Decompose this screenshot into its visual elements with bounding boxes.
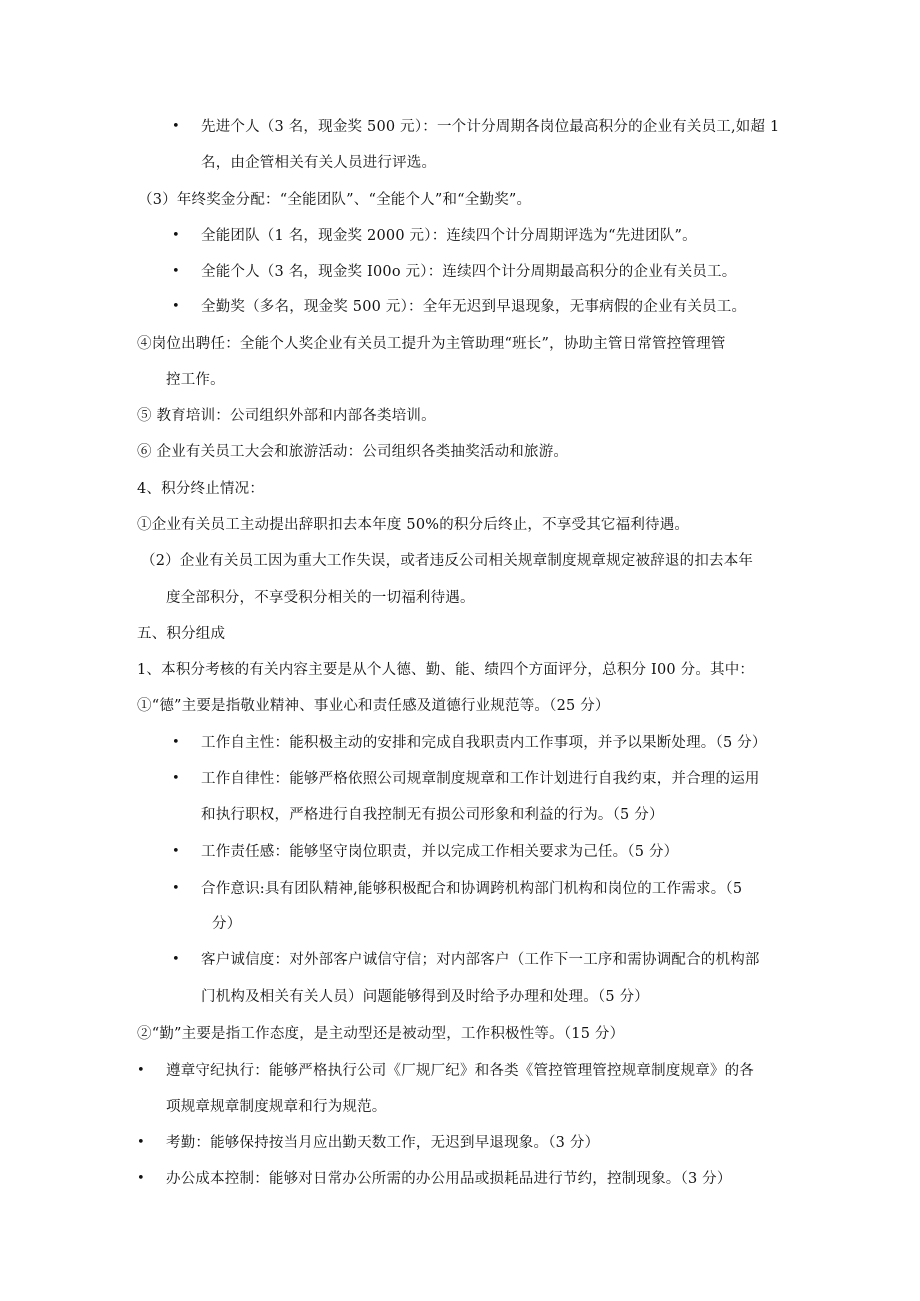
text-line: （2）企业有关员工因为重大工作失误，或者违反公司相关规章制度规章规定被辞退的扣去本年 — [141, 553, 754, 569]
text-line: ①“德”主要是指敬业精神、事业心和责任感及道德行业规范等。（25 分） — [137, 698, 610, 714]
text-line: 控工作。 — [166, 372, 225, 388]
text-line: 度全部积分，不享受积分相关的一切福利待遇。 — [166, 590, 475, 606]
text-line: 工作自主性：能积极主动的安排和完成自我职责内工作事项，并予以果断处理。（5 分） — [201, 735, 767, 751]
text-line: ⑤ 教育培训：公司组织外部和内部各类培训。 — [137, 408, 436, 424]
bullet-marker: • — [172, 771, 180, 786]
text-line: （3）年终奖金分配：“全能团队”、“全能个人”和“全勤奖”。 — [138, 192, 532, 208]
bullet-marker: • — [137, 1171, 145, 1186]
text-line: ②“勤”主要是指工作态度，是主动型还是被动型，工作积极性等。（15 分） — [137, 1026, 625, 1042]
text-line: 名，由企管相关有关人员进行评选。 — [201, 155, 437, 171]
text-line: 项规章规章制度规章和行为规范。 — [166, 1099, 387, 1115]
text-line: ⑥ 企业有关员工大会和旅游活动：公司组织各类抽奖活动和旅游。 — [137, 444, 569, 460]
section-heading: 五、积分组成 — [137, 626, 226, 642]
section-heading: 4、积分终止情况： — [137, 481, 265, 497]
text-line: 先进个人（3 名，现金奖 500 元）：一个计分周期各岗位最高积分的企业有关员工,如超 1 — [201, 119, 780, 135]
text-line: 办公成本控制：能够对日常办公所需的办公用品或损耗品进行节约，控制现象。（3 分） — [166, 1171, 732, 1187]
bullet-marker: • — [137, 1063, 145, 1078]
text-line: 1、本积分考核的有关内容主要是从个人德、勤、能、绩四个方面评分，总积分 I00 分。其中： — [137, 662, 755, 678]
text-line: 全能团队（1 名，现金奖 2000 元）：连续四个计分周期评选为“先进团队”。 — [201, 228, 697, 244]
bullet-marker: • — [137, 1135, 145, 1150]
text-line: 门机构及相关有关人员）问题能够得到及时给予办理和处理。（5 分） — [201, 989, 649, 1005]
bullet-marker: • — [172, 264, 180, 279]
bullet-marker: • — [172, 735, 180, 750]
text-line: 工作自律性：能够严格依照公司规章制度规章和工作计划进行自我约束，并合理的运用 — [201, 771, 760, 787]
text-line: 客户诚信度：对外部客户诚信守信；对内部客户（工作下一工序和需协调配合的机构部 — [201, 952, 760, 968]
bullet-marker: • — [172, 228, 180, 243]
text-line: 全勤奖（多名，现金奖 500 元）：全年无迟到早退现象，无事病假的企业有关员工。 — [201, 299, 747, 315]
bullet-marker: • — [172, 119, 180, 134]
text-line: 考勤：能够保持按当月应出勤天数工作，无迟到早退现象。（3 分） — [166, 1135, 600, 1151]
text-line: ①企业有关员工主动提出辞职扣去本年度 50%的积分后终止，不享受其它福利待遇。 — [137, 517, 690, 533]
text-line: ④岗位出聘任：全能个人奖企业有关员工提升为主管助理“班长”，协助主管日常管控管理管 — [137, 336, 726, 352]
text-line: 和执行职权，严格进行自我控制无有损公司形象和利益的行为。（5 分） — [201, 807, 664, 823]
bullet-marker: • — [172, 844, 180, 859]
text-line: 全能个人（3 名，现金奖 I00o 元）：连续四个计分周期最高积分的企业有关员工。 — [201, 264, 737, 280]
text-line: 遵章守纪执行：能够严格执行公司《厂规厂纪》和各类《管控管理管控规章制度规章》的各 — [166, 1063, 754, 1079]
text-line: 分） — [212, 916, 242, 932]
bullet-marker: • — [172, 881, 180, 896]
bullet-marker: • — [172, 952, 180, 967]
text-line: 合作意识:具有团队精神,能够积极配合和协调跨机构部门机构和岗位的工作需求。（5 — [201, 881, 743, 897]
bullet-marker: • — [172, 299, 180, 314]
text-line: 工作责任感：能够坚守岗位职责，并以完成工作相关要求为己任。（5 分） — [201, 844, 679, 860]
